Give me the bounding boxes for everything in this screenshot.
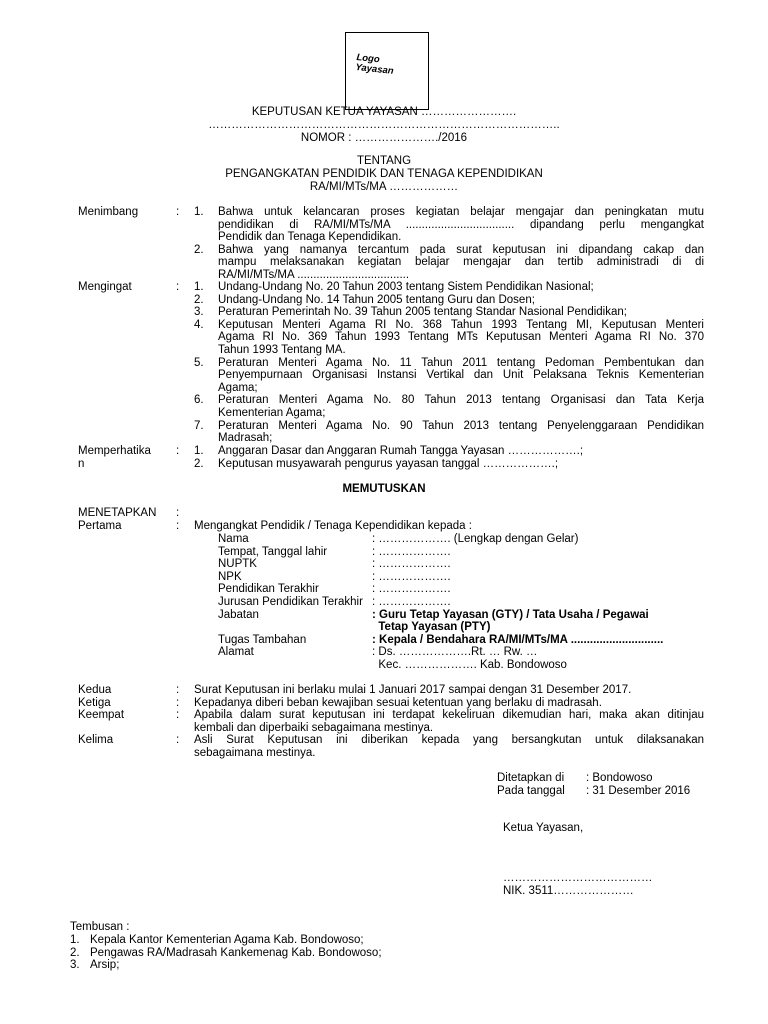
tembusan-number: 2. <box>70 946 80 959</box>
field-label: Pendidikan Terakhir <box>218 583 319 596</box>
field-label: Tempat, Tanggal lahir <box>218 545 328 558</box>
field-value: : Ds. ……………….Rt. … Rw. … <box>372 646 538 659</box>
mengingat-label: Mengingat <box>78 281 132 293</box>
menimbang-item-text-line: Pendidik dan Tenaga Kependidikan. <box>218 231 402 244</box>
decision-label: Kelima <box>78 734 114 747</box>
tanggal-label: Pada tanggal <box>497 785 565 797</box>
field-label: Jurusan Pendidikan Terakhir <box>218 596 363 608</box>
memperhatikan-item-text-line: Anggaran Dasar dan Anggaran Rumah Tangga Yayasan ……………….; <box>218 445 584 457</box>
mengingat-item-text-line: Undang-Undang No. 14 Tahun 2005 tentang Guru dan Dosen; <box>218 293 535 306</box>
tembusan-number: 1. <box>70 934 80 946</box>
field-label: Jabatan <box>218 608 259 621</box>
menimbang-item-number: 2. <box>194 243 204 256</box>
mengingat-item-text-line: Keputusan Menteri Agama RI No. 368 Tahun 1993 Tentang MI, Keputusan Menteri <box>218 318 704 331</box>
mengingat-colon: : <box>176 281 180 293</box>
menimbang-item-number: 1. <box>194 206 204 218</box>
field-value: : Guru Tetap Yayasan (GTY) / Tata Usaha / Pegawai <box>372 608 649 621</box>
decision-text-line: Apabila dalam surat keputusan ini terdapat kekeliruan dikemudian hari, maka akan ditinjau <box>194 709 704 722</box>
field-label: Nama <box>218 533 249 545</box>
field-value: : ………………. <box>372 583 451 596</box>
field-value: : ………………. <box>372 558 451 571</box>
decision-label: Kedua <box>78 684 112 696</box>
mengingat-item-number: 6. <box>194 394 204 407</box>
field-label: Alamat <box>218 646 254 659</box>
tembusan-text: Pengawas RA/Madrasah Kankemenag Kab. Bondowoso; <box>90 946 382 959</box>
decree-title: KEPUTUSAN KETUA YAYASAN ……………………. <box>251 106 517 118</box>
menetapkan-label: MENETAPKAN <box>78 507 157 519</box>
decision-text-line: sebagaimana mestinya. <box>194 747 316 759</box>
memperhatikan-item-text-line: Keputusan musyawarah pengurus yayasan tanggal ……………….; <box>218 457 559 470</box>
decision-text-line: kembali dan diperbaiki sebagaimana mestinya. <box>194 721 434 734</box>
mengingat-item-number: 1. <box>194 281 204 293</box>
menimbang-item-text-line: pendidikan di RA/MI/MTs/MA .................................. dipandang perlu mengangkat <box>218 218 704 231</box>
mengingat-item-number: 5. <box>194 356 204 369</box>
mengingat-item-text-line: Peraturan Menteri Agama No. 90 Tahun 2013 tentang Penyelenggaraan Pendidikan <box>218 419 704 432</box>
field-value: Kec. ………………. Kab. Bondowoso <box>372 659 567 671</box>
signatory-role: Ketua Yayasan, <box>503 822 584 834</box>
field-value: : ………………. <box>372 570 451 583</box>
mengingat-item-text-line: Agama RI No. 369 Tahun 1993 Tentang MTs Keputusan Menteri Agama RI No. 370 <box>218 331 704 344</box>
menimbang-colon: : <box>176 206 180 218</box>
mengingat-item-number: 2. <box>194 293 204 306</box>
field-value: : ………………. (Lengkap dengan Gelar) <box>372 533 579 545</box>
tembusan-number: 3. <box>70 959 80 972</box>
memperhatikan-item-number: 2. <box>194 457 204 470</box>
signatory-nik: NIK. 3511………………… <box>503 885 634 897</box>
pertama-colon: : <box>176 520 180 532</box>
field-value: : ………………. <box>372 596 451 608</box>
decree-number: NOMOR : …………………./2016 <box>300 132 468 144</box>
menimbang-item-text-line: mampu melaksanakan kegiatan belajar mengajar dan tertib administradi di di <box>218 256 704 269</box>
menimbang-item-text-line: Bahwa untuk kelancaran proses kegiatan belajar mengajar dan peningkatan mutu <box>218 206 704 218</box>
mengingat-item-text-line: Madrasah; <box>218 432 273 445</box>
ditetapkan-label: Ditetapkan di <box>497 772 565 784</box>
decision-text-line: Kepadanya diberi beban kewajiban sesuai ketentuan yang berlaku di madrasah. <box>194 696 602 709</box>
mengingat-item-text-line: Tahun 1993 Tentang MA. <box>218 344 346 356</box>
memperhatikan-label-1: Memperhatika <box>78 445 151 457</box>
field-value: Tetap Yayasan (PTY) <box>372 621 491 634</box>
mengingat-item-text-line: Peraturan Pemerintah No. 39 Tahun 2005 tentang Standar Nasional Pendidikan; <box>218 306 627 319</box>
mengingat-item-text-line: Kementerian Agama; <box>218 407 326 419</box>
menimbang-item-text-line: RA/MI/MTs/MA ................................... <box>218 269 410 281</box>
decision-label: Ketiga <box>78 696 111 709</box>
memperhatikan-colon: : <box>176 445 180 457</box>
mengingat-item-text-line: Penyempurnaan Organisasi Instansi Vertikal dan Unit Pelaksana Teknis Kementerian <box>218 369 704 382</box>
pertama-label: Pertama <box>78 520 122 532</box>
mengingat-item-text-line: Agama; <box>218 381 258 394</box>
tembusan-title: Tembusan : <box>70 921 130 933</box>
memperhatikan-item-number: 1. <box>194 445 204 457</box>
tembusan-text: Kepala Kantor Kementerian Agama Kab. Bondowoso; <box>90 934 364 946</box>
decision-colon: : <box>176 709 180 722</box>
tentang-heading: TENTANG <box>356 155 412 167</box>
menimbang-item-text-line: Bahwa yang namanya tercantum pada surat keputusan ini dipandang cakap dan <box>218 243 704 256</box>
decision-colon: : <box>176 684 180 696</box>
logo-text: Logo Yayasan <box>354 52 395 77</box>
pertama-intro: Mengangkat Pendidik / Tenaga Kependidikan kepada : <box>194 520 472 532</box>
mengingat-item-number: 7. <box>194 419 204 432</box>
subject-line-1: PENGANGKATAN PENDIDIK DAN TENAGA KEPENDIDIKAN <box>225 168 543 180</box>
field-label: NPK <box>218 570 242 583</box>
decision-text-line: Asli Surat Keputusan ini diberikan kepada yang bersangkutan untuk dilaksanakan <box>194 734 704 747</box>
signatory-name-line: ………………………………… <box>503 872 653 884</box>
mengingat-item-text-line: Peraturan Menteri Agama No. 11 Tahun 2011 tentang Pedoman Pembentukan dan <box>218 356 704 369</box>
field-value: : Kepala / Bendahara RA/MI/MTs/MA ............................. <box>372 633 664 646</box>
decision-text-line: Surat Keputusan ini berlaku mulai 1 Januari 2017 sampai dengan 31 Desember 2017. <box>194 684 632 696</box>
logo-box <box>345 32 429 110</box>
tembusan-text: Arsip; <box>90 959 120 972</box>
mengingat-item-number: 4. <box>194 318 204 331</box>
decision-label: Keempat <box>78 709 125 722</box>
decision-colon: : <box>176 734 180 747</box>
field-label: Tugas Tambahan <box>218 633 307 646</box>
field-value: : ………………. <box>372 545 451 558</box>
mengingat-item-number: 3. <box>194 306 204 319</box>
memutuskan-heading: MEMUTUSKAN <box>342 483 426 495</box>
memperhatikan-label-2: n <box>78 458 85 470</box>
title-dots: ……………………………………………………………………………….. <box>208 119 560 131</box>
mengingat-item-text-line: Peraturan Menteri Agama No. 80 Tahun 2013 tentang Organisasi dan Tata Kerja <box>218 394 704 407</box>
mengingat-item-text-line: Undang-Undang No. 20 Tahun 2003 tentang Sistem Pendidikan Nasional; <box>218 281 594 293</box>
tanggal-value: : 31 Desember 2016 <box>586 785 691 797</box>
subject-line-2: RA/MI/MTs/MA ……………… <box>309 181 459 193</box>
decision-colon: : <box>176 696 180 709</box>
ditetapkan-value: : Bondowoso <box>586 772 653 784</box>
field-label: NUPTK <box>218 558 257 571</box>
menetapkan-colon: : <box>176 507 180 519</box>
menimbang-label: Menimbang <box>78 206 139 218</box>
